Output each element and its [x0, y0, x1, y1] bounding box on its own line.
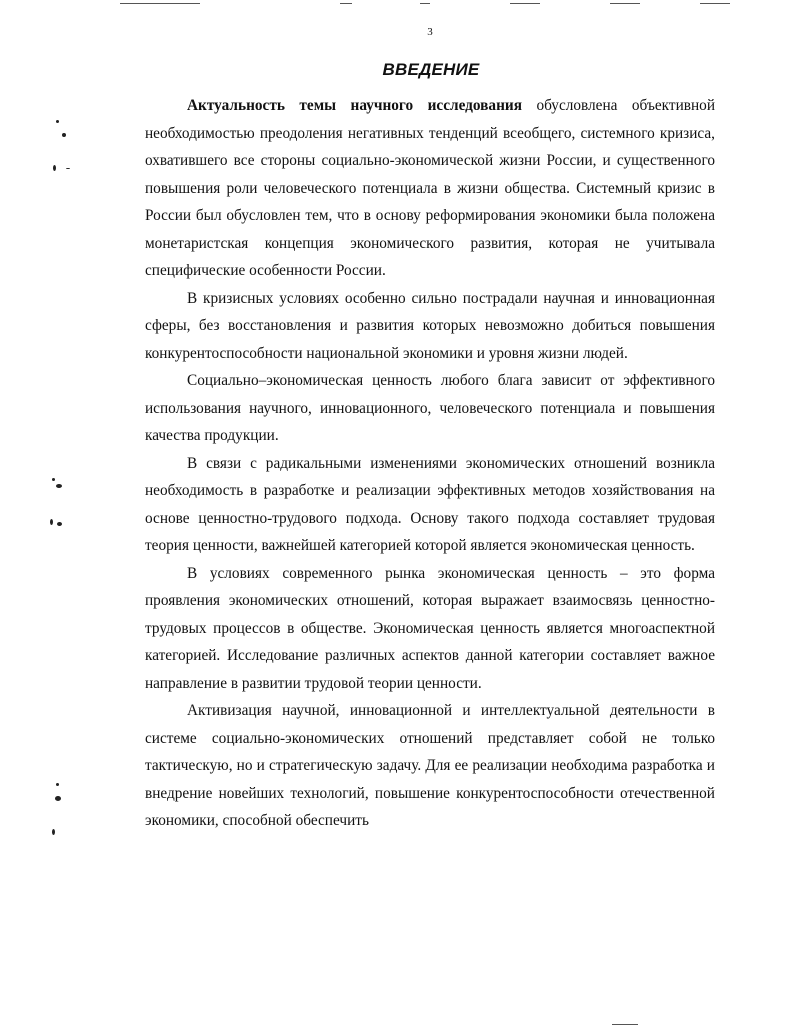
paragraph-socioeconomic-value: Социально–экономическая ценность любого блага зависит от эффективного использования научного, инновационного, человеческого потенциала и повышения качества продукции. [145, 372, 715, 444]
scan-speck [52, 478, 55, 481]
scan-speck [52, 829, 55, 835]
paragraph-modern-market: В условиях современного рынка экономическая ценность – это форма проявления экономических отношений, которая выражает взаимосвязь ценностно-трудовых процессов в обществе. Экономическая ценность является многоаспектной категорией. Исследование различных аспектов данной категории составляет важное направление в развитии трудовой теории ценности. [145, 564, 715, 692]
scan-artifact-bottom-rule [612, 1024, 638, 1025]
scan-speck [50, 519, 53, 525]
scan-speck [57, 522, 62, 526]
paragraph-crisis-conditions: В кризисных условиях особенно сильно пострадали научная и инновационная сферы, без восстановления и развития которых невозможно добиться повышения конкурентоспособности национальной экономики и уровня жизни людей. [145, 289, 715, 362]
scan-speck [53, 165, 56, 171]
scan-artifact-top-rule [420, 3, 430, 4]
body-text [145, 92, 715, 835]
paragraph-relevance [145, 92, 715, 285]
scan-artifact-top-rule [120, 3, 200, 4]
paragraph-activation: Активизация научной, инновационной и интеллектуальной деятельности в системе социально-экономических отношений представляет собой не только тактическую, но и стратегическую задачу. Для ее реализации необходима разработка и внедрение новейших технологий, повышение конкурентоспособности отечественной экономики, способной обеспечить [145, 702, 715, 829]
page-number: 3 [427, 26, 433, 38]
paragraph-radical-changes: В связи с радикальными изменениями экономических отношений возникла необходимость в разработке и реализации эффективных методов хозяйствования на основе ценностно-трудового подхода. Основу такого подхода составляет трудовая теория ценности, важнейшей категорией которой является экономическая ценность. [145, 454, 715, 554]
scan-artifact-top-rule [340, 3, 352, 4]
scan-artifact-top-rule [610, 3, 640, 4]
scan-speck [56, 783, 59, 786]
scan-speck [56, 120, 59, 123]
scan-speck [66, 168, 70, 169]
paragraph-text: обусловлена объективной необходимостью преодоления негативных тенденций всеобщего, системного кризиса, охватившего все стороны социально-экономической жизни России, и существенного повышения роли человеческого потенциала в жизни общества. Системный кризис в России был обусловлен тем, что в основу реформирования экономики была положена монетаристская концепция экономического развития, которая не учитывала специфические особенности России. [145, 97, 715, 279]
scan-speck [55, 796, 61, 801]
scan-speck [62, 133, 66, 137]
scan-speck [56, 484, 62, 488]
section-heading: ВВЕДЕНИЕ [382, 60, 480, 79]
paragraph-lead: Актуальность темы научного исследования [187, 97, 522, 114]
scan-artifact-top-rule [510, 3, 540, 4]
scan-artifact-top-rule [700, 3, 730, 4]
